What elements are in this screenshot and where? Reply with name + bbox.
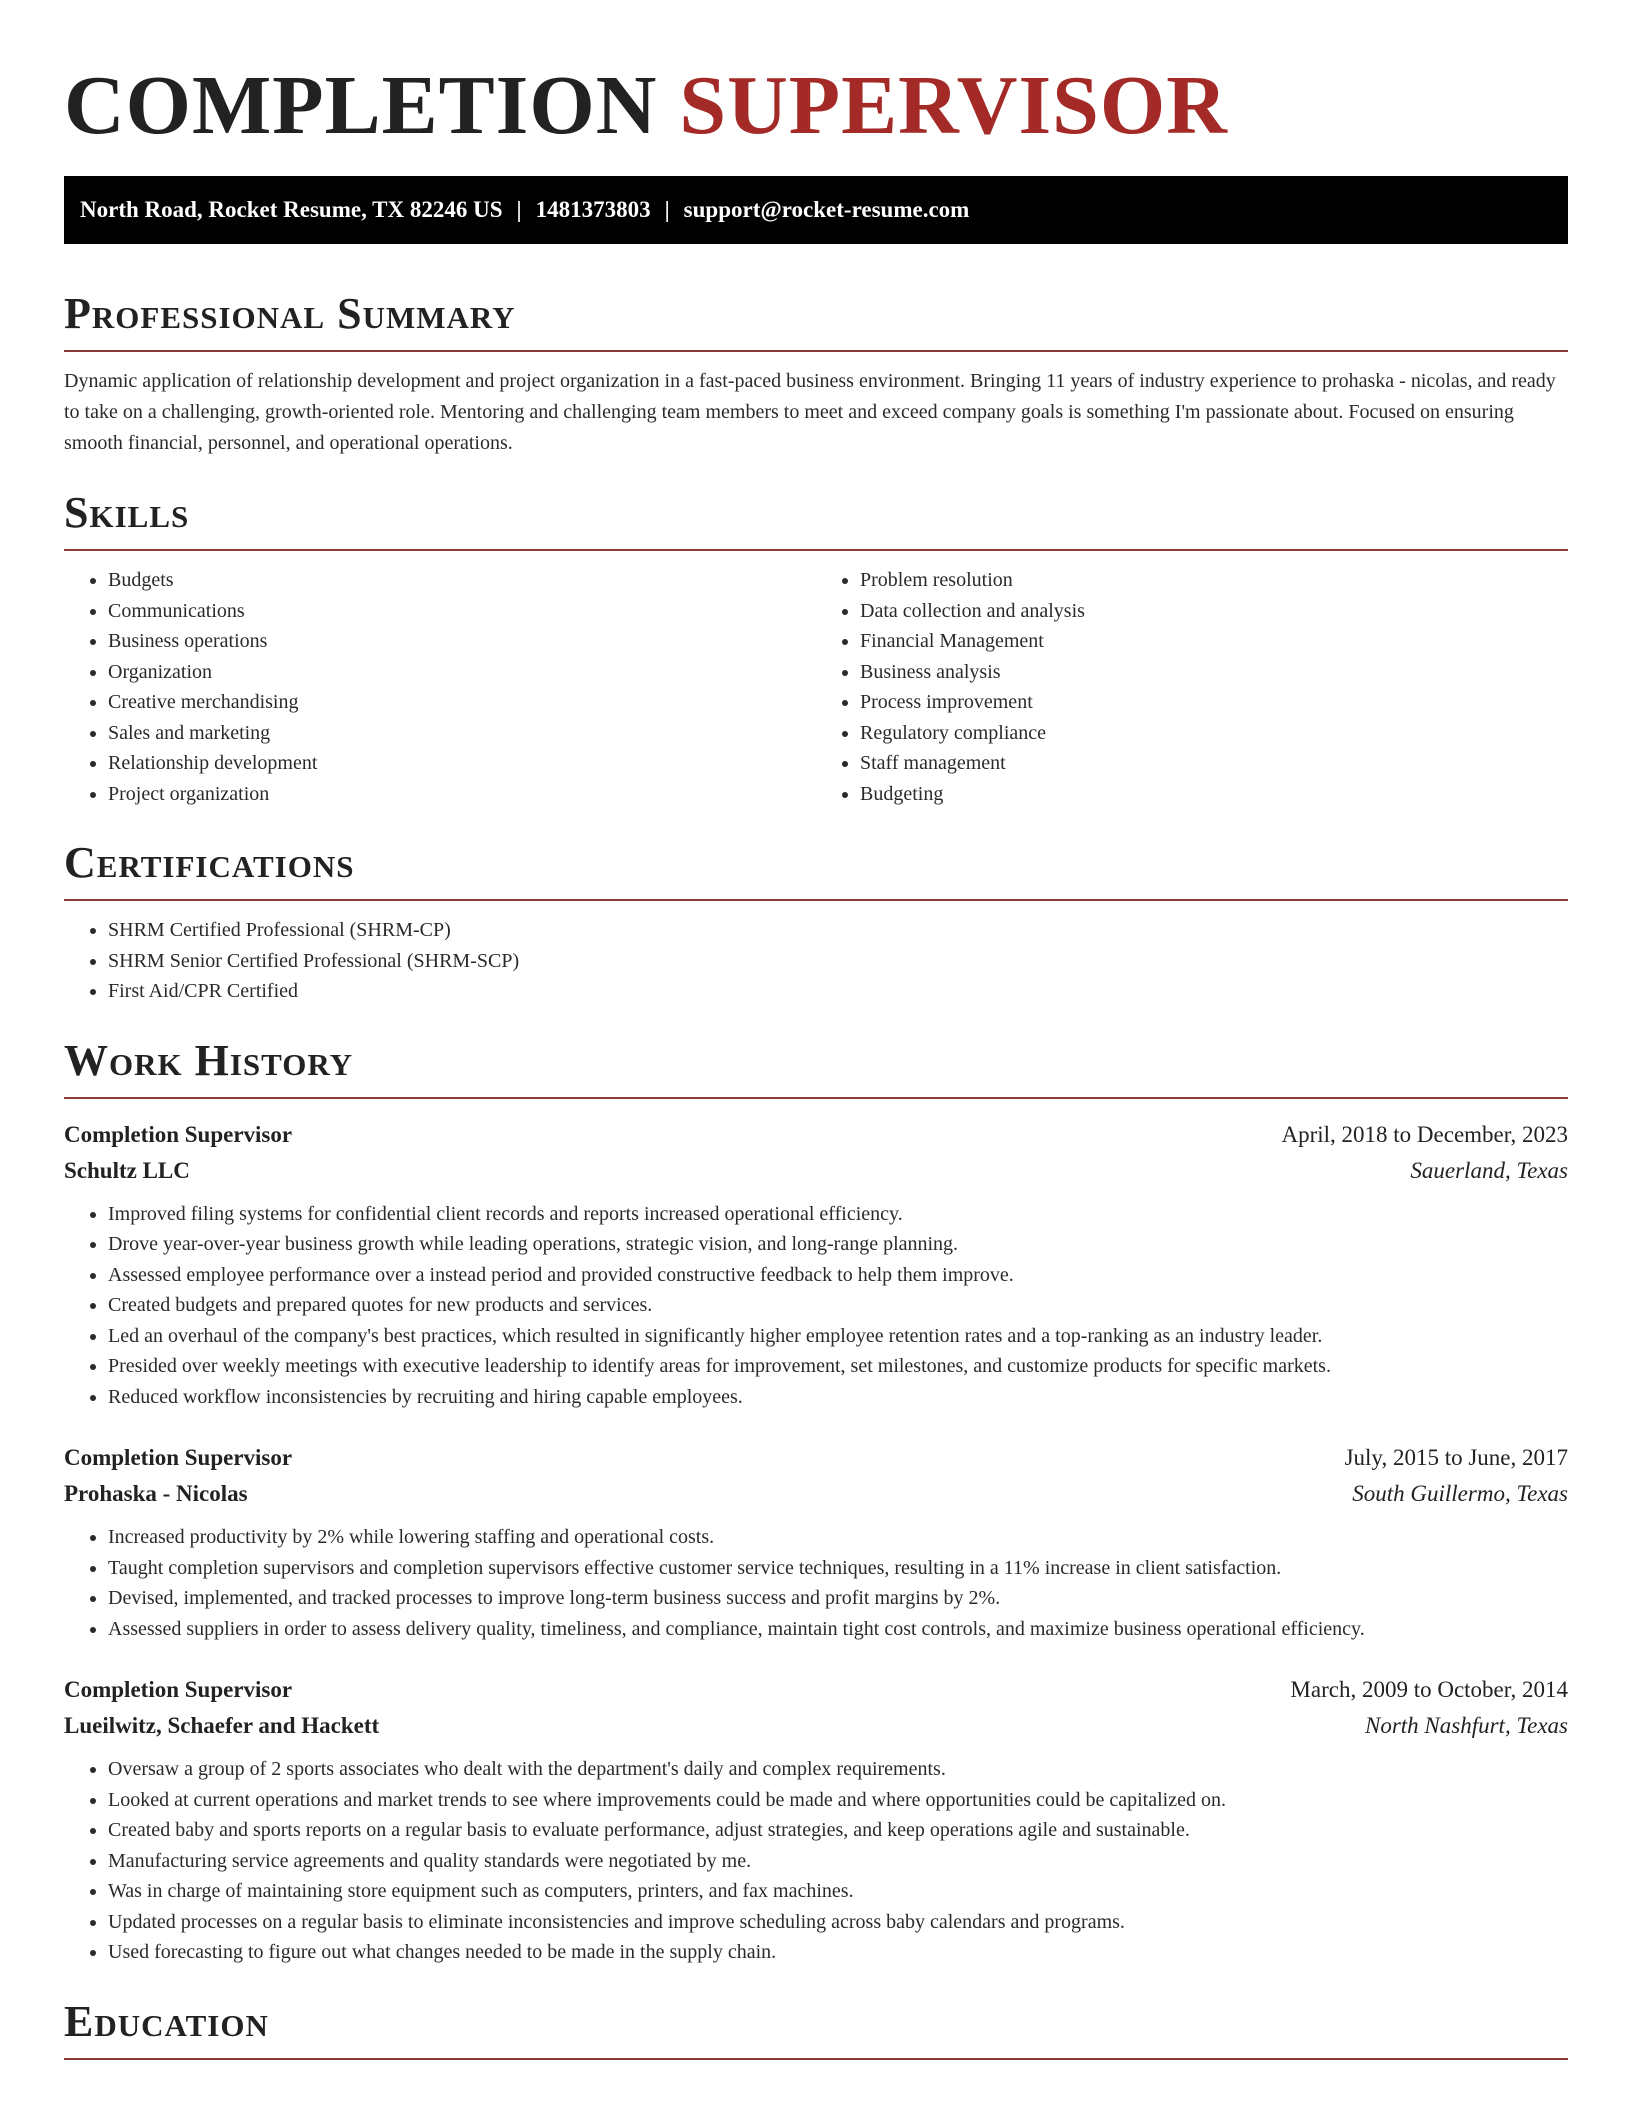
skill-item: • Process improvement: [860, 687, 1568, 718]
skill-item: • Relationship development: [108, 748, 816, 779]
contact-bar: [64, 176, 1568, 244]
job-bullet: • Led an overhaul of the company's best practices, which resulted in significantly higher employee retention rates and a top-ranking as an industry leader.: [108, 1321, 1568, 1352]
job-bullet: • Assessed suppliers in order to assess delivery quality, timeliness, and compliance, maintain tight cost controls, and maximize business operational efficiency.: [108, 1614, 1568, 1645]
section-title-summary: Professional Summary: [64, 288, 1568, 352]
job-bullet: • Created budgets and prepared quotes for new products and services.: [108, 1290, 1568, 1321]
job-company-row: [64, 1153, 1568, 1189]
section-title-skills: Skills: [64, 487, 1568, 551]
job-bullet: • Created baby and sports reports on a regular basis to evaluate performance, adjust strategies, and keep operations agile and sustainable.: [108, 1815, 1568, 1846]
section-title-work-history: Work History: [64, 1035, 1568, 1099]
job-entry: [64, 1440, 1568, 1644]
job-company-row: [64, 1708, 1568, 1744]
contact-separator: |: [664, 197, 670, 222]
skill-item: • Organization: [108, 657, 816, 688]
skill-item: • Budgeting: [860, 779, 1568, 810]
job-bullet: • Drove year-over-year business growth while leading operations, strategic vision, and long-range planning.: [108, 1229, 1568, 1260]
section-title-certifications: Certifications: [64, 837, 1568, 901]
summary-section: [64, 288, 1568, 459]
job-title: Completion Supervisor: [64, 1121, 293, 1147]
skill-item: • Business operations: [108, 626, 816, 657]
skill-item: • Business analysis: [860, 657, 1568, 688]
job-bullet: • Assessed employee performance over a instead period and provided constructive feedback to help them improve.: [108, 1260, 1568, 1291]
job-company: Schultz LLC: [64, 1157, 190, 1183]
skills-list-right: [816, 565, 1568, 809]
job-title: Completion Supervisor: [64, 1677, 293, 1702]
contact-phone[interactable]: 1481373803: [535, 197, 651, 222]
job-bullet: • Devised, implemented, and tracked processes to improve long-term business success and profit margins by 2%.: [108, 1583, 1568, 1614]
name-first: COMPLETION: [64, 59, 658, 152]
job-header-row: [64, 1117, 1568, 1153]
certification-item: • SHRM Senior Certified Professional (SHRM-SCP): [108, 946, 1568, 977]
resume-name: [64, 0, 1568, 156]
skills-section: [64, 487, 1568, 809]
section-title-education: Education: [64, 1996, 1568, 2060]
job-dates: March, 2009 to October, 2014: [1290, 1677, 1568, 1702]
job-bullet: • Used forecasting to figure out what changes needed to be made in the supply chain.: [108, 1937, 1568, 1968]
job-dates: April, 2018 to December, 2023: [1281, 1121, 1568, 1147]
skill-item: • Sales and marketing: [108, 718, 816, 749]
certification-item: • SHRM Certified Professional (SHRM-CP): [108, 915, 1568, 946]
job-bullet: • Improved filing systems for confidential client records and reports increased operational efficiency.: [108, 1199, 1568, 1230]
certifications-list: [64, 915, 1568, 1007]
job-header-row: [64, 1440, 1568, 1476]
job-entry: [64, 1672, 1568, 1968]
job-bullet: • Reduced workflow inconsistencies by recruiting and hiring capable employees.: [108, 1382, 1568, 1413]
job-bullets: [64, 1199, 1568, 1413]
skill-item: • Data collection and analysis: [860, 596, 1568, 627]
skill-item: • Problem resolution: [860, 565, 1568, 596]
job-location: Sauerland, Texas: [1410, 1157, 1568, 1183]
job-company: Prohaska - Nicolas: [64, 1481, 248, 1506]
skill-item: • Creative merchandising: [108, 687, 816, 718]
summary-text: Dynamic application of relationship development and project organization in a fast-paced business environment. Bringing 11 years of industry experience to prohaska - nicolas, and ready to take on a challenging, growth-oriented role. Mentoring and challenging team members to meet and exceed company goals is something I'm passionate about. Focused on ensuring smooth financial, personnel, and operational operations.: [64, 370, 1556, 454]
contact-separator: |: [516, 197, 522, 222]
job-bullet: • Looked at current operations and market trends to see where improvements could be made and where opportunities could be capitalized on.: [108, 1785, 1568, 1816]
skills-grid: [64, 551, 1568, 809]
job-bullet: • Increased productivity by 2% while lowering staffing and operational costs.: [108, 1522, 1568, 1553]
job-company-row: [64, 1476, 1568, 1512]
job-title: Completion Supervisor: [64, 1445, 293, 1470]
contact-address: North Road, Rocket Resume, TX 82246 US: [80, 197, 503, 222]
job-bullets: [64, 1754, 1568, 1968]
job-dates: July, 2015 to June, 2017: [1344, 1445, 1568, 1470]
job-header-row: [64, 1672, 1568, 1708]
certification-item: • First Aid/CPR Certified: [108, 976, 1568, 1007]
skill-item: • Project organization: [108, 779, 816, 810]
job-location: North Nashfurt, Texas: [1364, 1713, 1568, 1738]
job-company: Lueilwitz, Schaefer and Hackett: [64, 1713, 380, 1738]
skill-item: • Staff management: [860, 748, 1568, 779]
job-entry: [64, 1117, 1568, 1413]
skill-item: • Financial Management: [860, 626, 1568, 657]
education-section: [64, 1996, 1568, 2060]
job-bullet: • Updated processes on a regular basis to eliminate inconsistencies and improve scheduling across baby calendars and programs.: [108, 1907, 1568, 1938]
work-history-section: [64, 1035, 1568, 1968]
skill-item: • Communications: [108, 596, 816, 627]
skill-item: • Regulatory compliance: [860, 718, 1568, 749]
job-bullet: • Was in charge of maintaining store equipment such as computers, printers, and fax machines.: [108, 1876, 1568, 1907]
skill-item: • Budgets: [108, 565, 816, 596]
job-bullet: • Taught completion supervisors and completion supervisors effective customer service techniques, resulting in a 11% increase in client satisfaction.: [108, 1553, 1568, 1584]
jobs-container: [64, 1117, 1568, 1968]
name-last: SUPERVISOR: [679, 59, 1228, 152]
job-bullet: • Presided over weekly meetings with executive leadership to identify areas for improvement, set milestones, and customize products for specific markets.: [108, 1351, 1568, 1382]
contact-email[interactable]: support@rocket-resume.com: [683, 197, 970, 222]
certifications-section: [64, 837, 1568, 1007]
job-bullet: • Manufacturing service agreements and quality standards were negotiated by me.: [108, 1846, 1568, 1877]
job-bullet: • Oversaw a group of 2 sports associates who dealt with the department's daily and complex requirements.: [108, 1754, 1568, 1785]
skills-list-left: [64, 565, 816, 809]
job-location: South Guillermo, Texas: [1352, 1481, 1568, 1506]
job-bullets: [64, 1522, 1568, 1644]
